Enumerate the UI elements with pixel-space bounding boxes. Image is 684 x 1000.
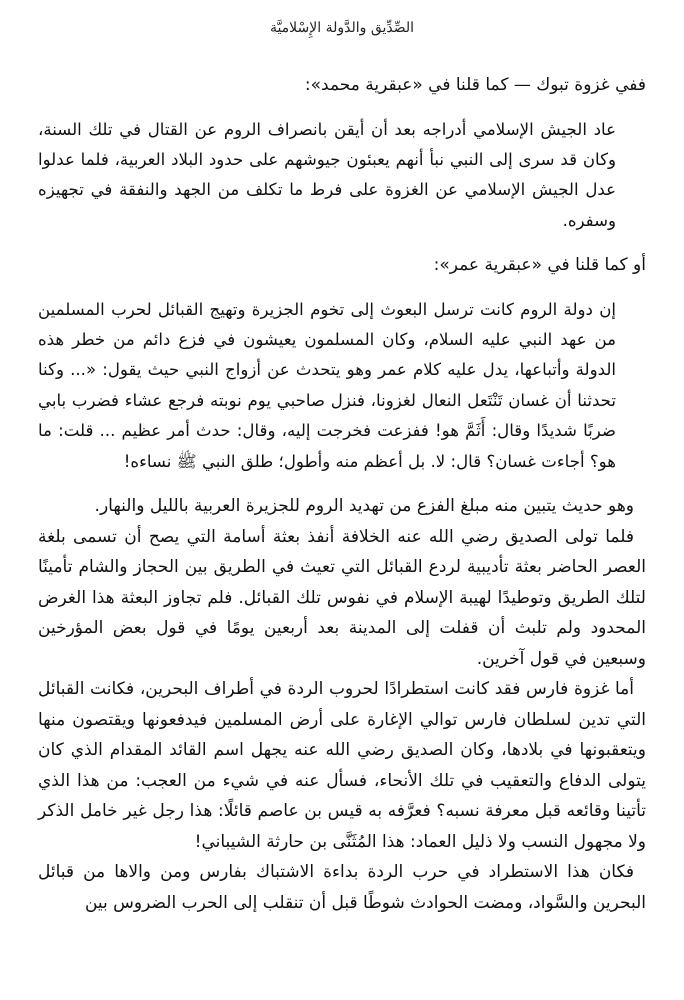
body-paragraph: فلما تولى الصديق رضي الله عنه الخلافة أنفذ بعثة أسامة التي يصح أن تسمى بلغة العصر الحاضر بعثة تأديبية لردع القبائل التي تعيث في الطريق بين الحجاز والشام تأمينًا لتلك الطريق وتوطيدًا لهيبة الإسلام في نفوس تلك القبائل. فلم تجاوز البعثة هذا الغرض المحدود ولم تلبث أن قفلت إلى المدينة بعد أربعين يومًا في قول بعض المؤرخين وسبعين في قول آخرين. bbox=[38, 526, 646, 669]
quote-block: إن دولة الروم كانت ترسل البعوث إلى تخوم الجزيرة وتهيج القبائل لحرب المسلمين من عهد النبي عليه السلام، وكان المسلمون يعيشون في فزع دائم من خطر هذه الدولة وأتباعها، يدل عليه كلام عمر وهو يتحدث عن أزواج النبي حيث يقول: «... وكنا تحدثنا أن غسان تَنْتَعل النعال لغزونا، فنزل صاحبي يوم نوبته فرجع عشاء فضرب بابي ضربًا شديدًا وقال: أَثَمَّ هو! ففزعت فخرجت إليه، وقال: حدث أمر عظيم ... قلت: ما هو؟ أجاءت غسان؟ قال: لا. بل أعظم منه وأطول؛ طلق النبي ﷺ نساءه! bbox=[38, 299, 616, 471]
intro-paragraph: أو كما قلنا في «عبقرية عمر»: bbox=[433, 255, 646, 276]
body-paragraph: فكان هذا الاستطراد في حرب الردة بداءة الاشتباك بفارس ومن والاها من قبائل البحرين والسَّواد، ومضت الحوادث شوطًا قبل أن تنقلب إلى الحرب الضروس بين bbox=[38, 862, 646, 913]
running-header: الصِّدِّيق والدَّولة الإِسْلاميَّة bbox=[269, 20, 415, 36]
body-paragraph: أما غزوة فارس فقد كانت استطرادًا لحروب الردة في أطراف البحرين، فكانت القبائل التي تدين لسلطان فارس توالي الإغارة على أرض المسلمين فيدفعونها ويقتصون منها ويتعقبونها في بلادها، وكان الصديق رضي الله عنه يجهل اسم القائد المقدام الذي كان يتولى الدفاع والتعقيب في تلك الأنحاء، فسأل عنه في شيء من العجب: من هذا الذي تأتينا وقائعه قبل معرفة نسبه؟ فعرَّفه به قيس بن عاصم قائلًا: هذا رجل غير خامل الذكر ولا مجهول النسب ولا ذليل العماد: هذا المُثَنَّى بن حارثة الشيباني! bbox=[38, 679, 646, 852]
quote-block: عاد الجيش الإسلامي أدراجه بعد أن أيقن بانصراف الروم عن القتال في تلك السنة، وكان قد سرى إلى النبي نبأ أنهم يعبئون جيوشهم على حدود البلاد العربية، فلما عدلوا عدل الجيش الإسلامي عن الغزوة على فرط ما تكلف من الجهد والنفقة في تجهيزه وسفره. bbox=[38, 119, 616, 230]
intro-paragraph: ففي غزوة تبوك — كما قلنا في «عبقرية محمد»: bbox=[304, 75, 646, 95]
page-content bbox=[38, 70, 646, 918]
body-paragraph: وهو حديث يتبين منه مبلغ الفزع من تهديد الروم للجزيرة العربية بالليل والنهار. bbox=[94, 496, 634, 517]
